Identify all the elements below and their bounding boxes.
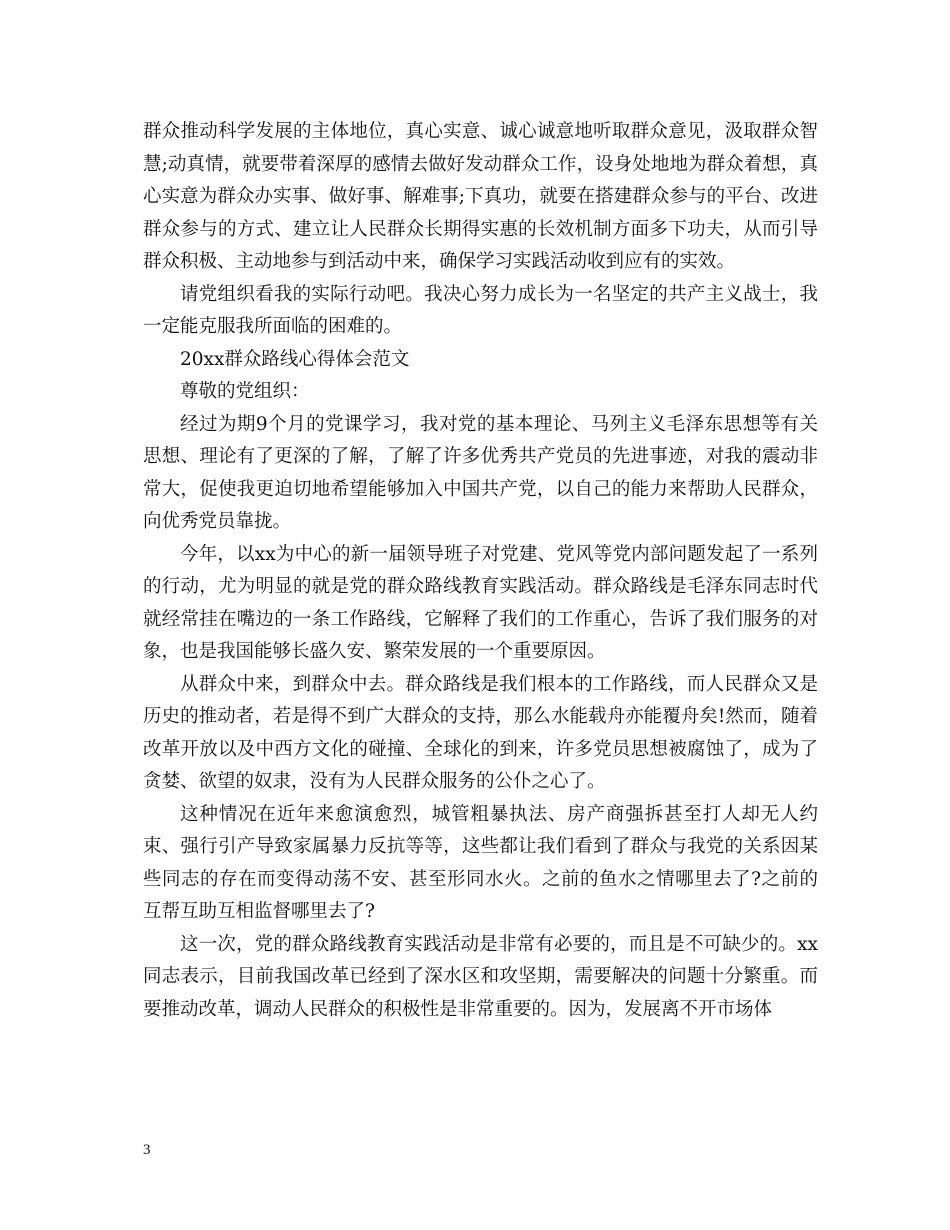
salutation: 尊敬的党组织： xyxy=(180,381,310,402)
page-number: 3 xyxy=(143,1142,151,1158)
paragraph-4: 今年，以xx为中心的新一届领导班子对党建、党风等党内部问题发起了一系列的行动，尤为明显的就是党的群众路线教育实践活动。群众路线是毛泽东同志时代就经常挂在嘴边的一条工作路线，它解释了我们的工作重心，告诉了我们服务的对象，也是我国能够长盛久安、繁荣发展的一个重要原因。 xyxy=(143,543,818,662)
paragraph-6: 这种情况在近年来愈演愈烈，城管粗暴执法、房产商强拆甚至打人却无人约束、强行引产导致家属暴力反抗等等，这些都让我们看到了群众与我党的关系因某些同志的存在而变得动荡不安、甚至形同水火。之前的鱼水之情哪里去了?之前的互帮互助互相监督哪里去了? xyxy=(143,803,818,922)
paragraph-7: 这一次，党的群众路线教育实践活动是非常有必要的，而且是不可缺少的。xx同志表示，目前我国改革已经到了深水区和攻坚期，需要解决的问题十分繁重。而要推动改革，调动人民群众的积极性是非常重要的。因为，发展离不开市场体 xyxy=(143,933,818,1020)
paragraph-1: 群众推动科学发展的主体地位，真心实意、诚心诚意地听取群众意见，汲取群众智慧;动真情，就要带着深厚的感情去做好发动群众工作，设身处地地为群众着想，真心实意为群众办实事、做好事、解难事;下真功，就要在搭建群众参与的平台、改进群众参与的方式、建立让人民群众长期得实惠的长效机制方面多下功夫，从而引导群众积极、主动地参与到活动中来，确保学习实践活动收到应有的实效。 xyxy=(143,121,818,272)
section-title: 20xx群众路线心得体会范文 xyxy=(180,348,410,370)
document-body xyxy=(143,116,818,1026)
paragraph-2: 请党组织看我的实际行动吧。我决心努力成长为一名坚定的共产主义战士，我一定能克服我所面临的困难的。 xyxy=(143,283,818,337)
paragraph-5: 从群众中来，到群众中去。群众路线是我们根本的工作路线，而人民群众又是历史的推动者，若是得不到广大群众的支持，那么水能载舟亦能覆舟矣!然而，随着改革开放以及中西方文化的碰撞、全球化的到来，许多党员思想被腐蚀了，成为了贪婪、欲望的奴隶，没有为人民群众服务的公仆之心了。 xyxy=(143,673,818,792)
paragraph-3: 经过为期9个月的党课学习，我对党的基本理论、马列主义毛泽东思想等有关思想、理论有了更深的了解，了解了许多优秀共产党员的先进事迹，对我的震动非常大，促使我更迫切地希望能够加入中国共产党，以自己的能力来帮助人民群众，向优秀党员靠拢。 xyxy=(143,413,818,532)
